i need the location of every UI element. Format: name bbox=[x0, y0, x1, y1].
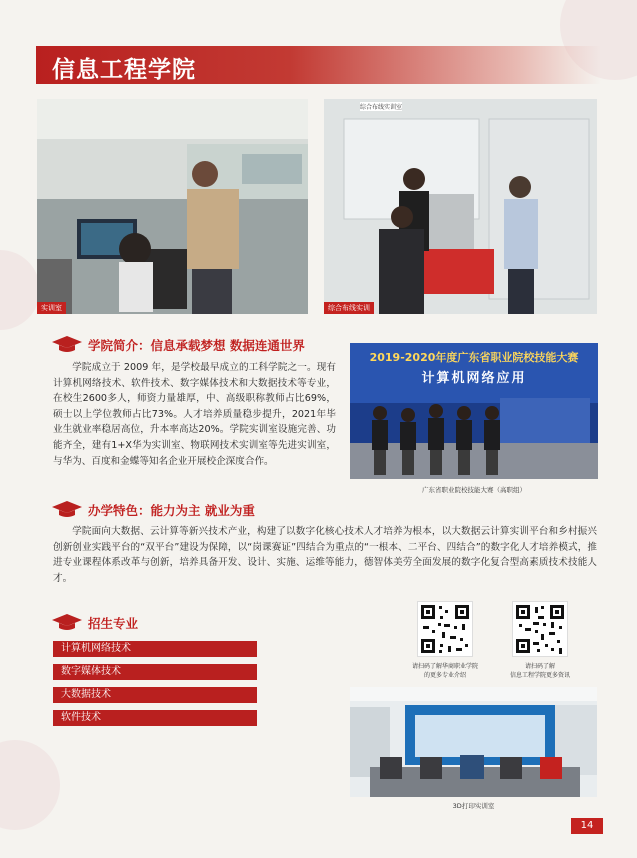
intro-heading-text: 学院简介：信息承载梦想 数据连通世界 bbox=[88, 338, 305, 353]
major-item: 计算机网络技术 bbox=[53, 641, 257, 657]
decorative-circle bbox=[0, 250, 40, 330]
contest-banner-line2: 计算机网络应用 bbox=[421, 371, 527, 386]
printing-photo-caption: 3D打印实训室 bbox=[452, 802, 495, 810]
graduation-cap-icon bbox=[52, 614, 82, 632]
page-title: 信息工程学院 bbox=[52, 57, 196, 83]
features-paragraph: 学院面向大数据、云计算等新兴技术产业，构建了以数字化核心技术人才培养为根本，以大数据云计算实训平台和乡村振兴创新创业实践平台的“双平台”建设为保障，以“岗课赛证”四结合为重点的“一根本、二平台、四结合”的数字化人才培养模式，推进专业课程体系改革与创新，培养具备开发、设计、实施、运维等能力，德智体美劳全面发展的数字化复合型高素质技术技能人才。 bbox=[53, 526, 597, 584]
qr-code-icon bbox=[513, 602, 567, 656]
printing-photo bbox=[350, 687, 597, 797]
majors-heading-text: 招生专业 bbox=[88, 616, 139, 631]
page-number: 14 bbox=[571, 818, 603, 834]
qr-code-icon bbox=[418, 602, 472, 656]
majors-heading bbox=[52, 614, 138, 632]
page-title-bar bbox=[36, 46, 601, 84]
intro-heading bbox=[52, 336, 305, 354]
qr-caption bbox=[490, 662, 590, 680]
qr-code bbox=[512, 601, 568, 657]
contest-photo-caption: 广东省职业院校技能大赛（高职组） bbox=[422, 486, 526, 494]
lab-photo-caption: 实训室 bbox=[37, 302, 66, 314]
features-heading bbox=[52, 501, 255, 519]
major-item: 大数据技术 bbox=[53, 687, 257, 703]
cabling-sign: 综合布线实训室 bbox=[360, 104, 403, 111]
lab-photo-image bbox=[37, 99, 308, 314]
intro-paragraph: 学院成立于 2009 年，是学校最早成立的工科学院之一。现有计算机网络技术、软件技术、数字媒体技术和大数据技术等专业，在校生2600多人，师资力量雄厚，中、高级职称教师占比69%，硕士以上学位教师占比73%。人才培养质量稳步提升，2021年毕业生就业率稳居高位，升本率高达20%。学院实训室设施完善、功能齐全，建有1+X华为实训室、物联网技术实训室等先进实训室，与华为、百度和金蝶等知名企业开展校企深度合作。 bbox=[53, 362, 336, 467]
cabling-photo bbox=[324, 99, 597, 314]
contest-photo bbox=[350, 343, 598, 479]
graduation-cap-icon bbox=[52, 501, 82, 519]
qr-caption-line: 请扫码了解 bbox=[524, 663, 555, 670]
major-item: 数字媒体技术 bbox=[53, 664, 257, 680]
qr-caption bbox=[395, 662, 495, 680]
cabling-photo-caption: 综合布线实训 bbox=[324, 302, 374, 314]
cabling-photo-image bbox=[324, 99, 597, 314]
qr-caption-line: 请扫码了解华商职业学院 bbox=[411, 663, 478, 670]
contest-banner-line1: 2019-2020年度广东省职业院校技能大赛 bbox=[369, 351, 579, 364]
decorative-circle bbox=[0, 740, 60, 830]
printing-photo-image bbox=[350, 687, 597, 797]
lab-photo bbox=[37, 99, 308, 314]
major-item: 软件技术 bbox=[53, 710, 257, 726]
qr-code bbox=[417, 601, 473, 657]
qr-caption-line: 信息工程学院更多资讯 bbox=[509, 672, 570, 679]
qr-caption-line: 的更多专业介绍 bbox=[423, 672, 466, 679]
features-heading-text: 办学特色：能力为主 就业为重 bbox=[88, 503, 255, 518]
graduation-cap-icon bbox=[52, 336, 82, 354]
